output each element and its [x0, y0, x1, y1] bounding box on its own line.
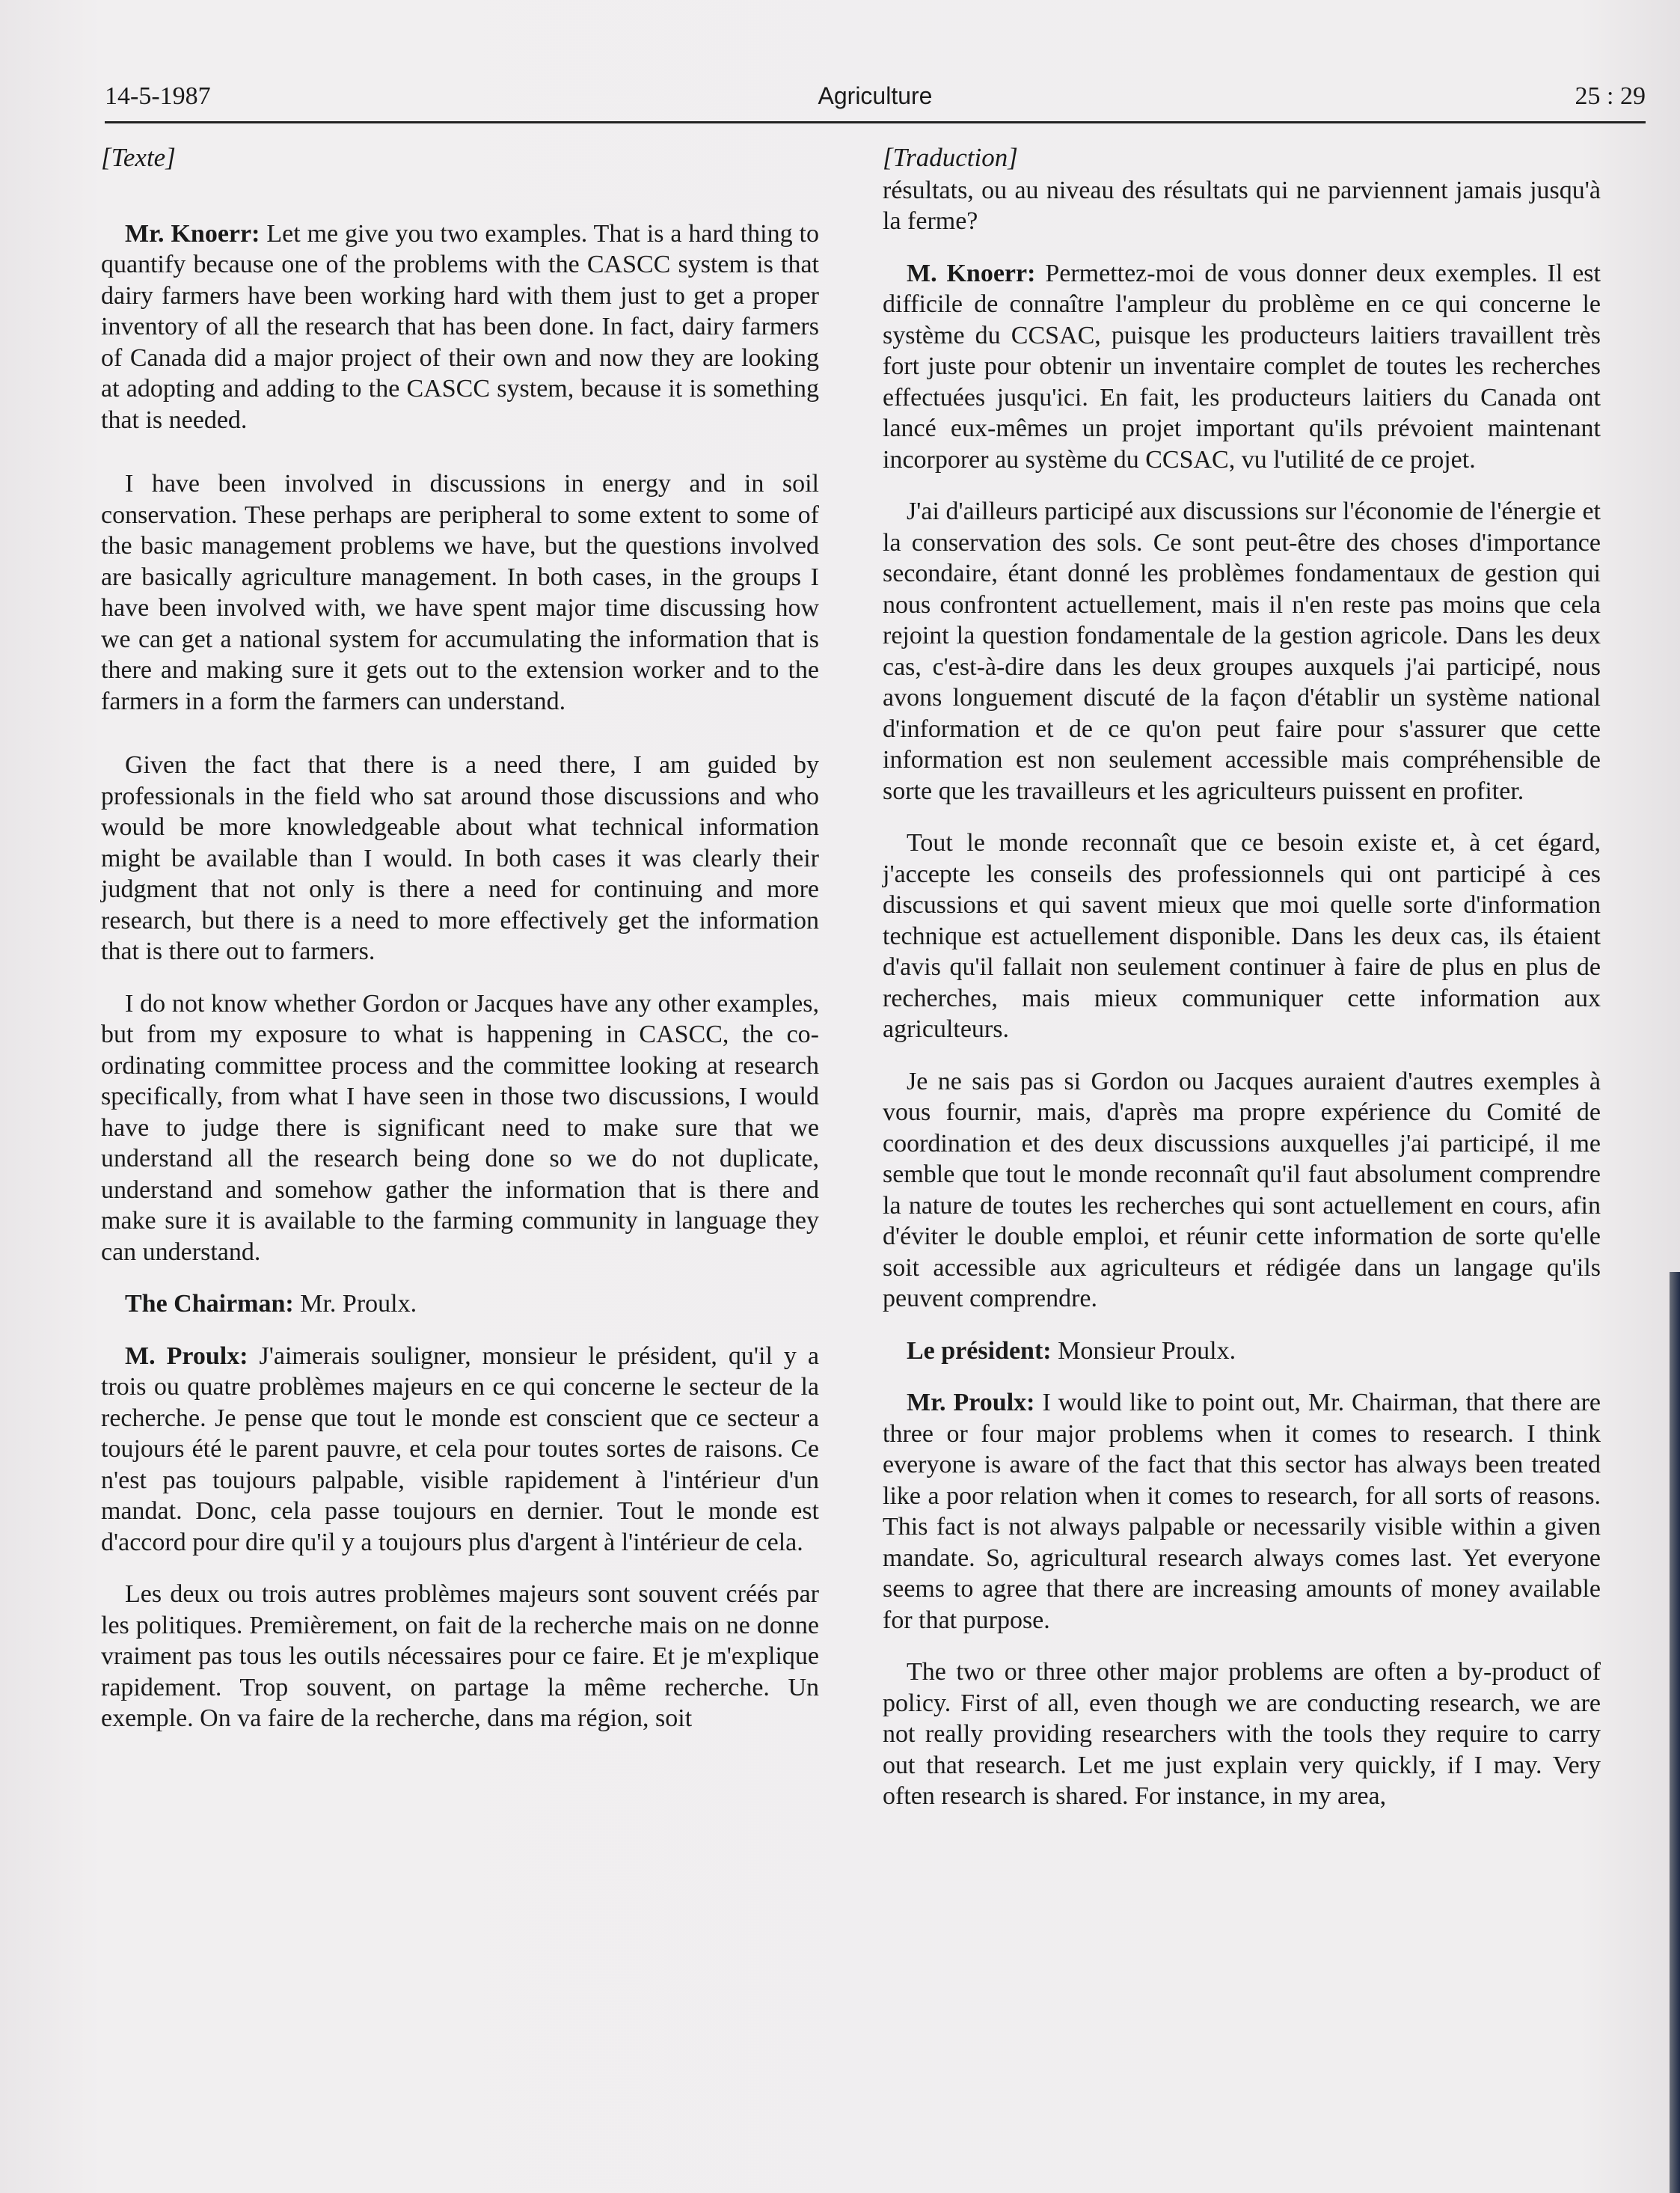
paragraph-text: Given the fact that there is a need there, I am guided by professionals in the field who sat around those discussions and who would be more knowledgeable about what technical information might be available than I would. In both cases it was clearly their judgment that not only is there a need for continuing and more research, but there is a need to more effectively get the information that is there out to farmers. [101, 751, 819, 965]
right-column [883, 142, 1601, 1833]
paragraph-text: Tout le monde reconnaît que ce besoin existe et, à cet égard, j'accepte les conseils des professionnels qui ont participé à ces discussions et qui savent mieux que moi quelle sorte d'information technique est actuellement disponible. Dans les deux cas, ils étaient d'avis qu'il fallait non seulement continuer à faire de plus en plus de recherches, mais mieux communiquer cette information aux agriculteurs. [883, 829, 1601, 1043]
header-page-number: 25 : 29 [1575, 82, 1646, 110]
paragraph-text: I do not know whether Gordon or Jacques have any other examples, but from my exposure to what is happening in CASCC, the co-ordinating committee process and the committee looking at research specifically, from what I have seen in those two discussions, I would have to judge there is significant need to make sure that we understand all the research being done so we do not duplicate, understand and somehow gather the information that is there and make sure it is available to the farming community in language they can understand. [101, 989, 819, 1266]
speaker-name: M. Knoerr: [907, 259, 1036, 287]
paragraph-text: Mr. Proulx. [293, 1290, 417, 1318]
paragraph-text: J'aimerais souligner, monsieur le président, qu'il y a trois ou quatre problèmes majeurs en ce qui concerne le secteur de la recherche. Je pense que tout le monde est conscient que ce secteur a toujours été le parent pauvre, et cela pour toutes sortes de raisons. Ce n'est pas toujours palpable, visible rapidement à l'intérieur d'un mandat. Donc, cela passe toujours en dernier. Tout le monde est d'accord pour dire qu'il y a toujours plus d'argent à l'intérieur de cela. [101, 1342, 819, 1556]
paragraph [883, 828, 1601, 1045]
paragraph-text: résultats, ou au niveau des résultats qui ne parviennent jamais jusqu'à la ferme? [883, 176, 1601, 235]
speaker-name: Mr. Knoerr: [125, 219, 260, 248]
paragraph-text: Let me give you two examples. That is a hard thing to quantify because one of the problems with the CASCC system is that dairy farmers have been working hard with them just to get a proper inventory of all the research that has been done. In fact, dairy farmers of Canada did a major project of their own and now they are looking at adopting and adding to the CASCC system, because it is something that is needed. [101, 219, 819, 434]
language-tag-left: [Texte] [101, 143, 176, 172]
header-rule [105, 121, 1646, 123]
paragraph-text: I would like to point out, Mr. Chairman, that there are three or four major problems when it comes to research. I think everyone is aware of the fact that this sector has always been treated like a poor relation when it comes to research, for all sorts of reasons. This fact is not always palpable or necessarily visible within a given mandate. So, agricultural research always comes last. Yet everyone seems to agree that there are increasing amounts of money available for that purpose. [883, 1389, 1601, 1634]
paragraph [101, 218, 819, 436]
paragraph-text: Les deux ou trois autres problèmes majeurs sont souvent créés par les politiques. Premièrement, on fait de la recherche mais on ne donne vraiment pas tous les outils nécessaires pour ce faire. Et je m'explique rapidement. Trop souvent, on partage la même recherche. Un exemple. On va faire de la recherche, dans ma région, soit [101, 1580, 819, 1732]
paragraph-text: I have been involved in discussions in energy and in soil conservation. These perhaps are peripheral to some extent to some of the basic management problems we have, but the questions involved are basically agriculture management. In both cases, in the groups I have been involved with, we have spent major time discussing how we can get a national system for accumulating the information that is there and making sure it gets out to the extension worker and to the farmers in a form the farmers can understand. [101, 470, 819, 715]
paragraph [101, 1288, 819, 1320]
speaker-name: Le président: [907, 1336, 1052, 1365]
speaker-name: The Chairman: [125, 1290, 294, 1318]
left-column [101, 142, 819, 1755]
paragraph [101, 468, 819, 717]
speaker-name: M. Proulx: [125, 1342, 248, 1370]
paragraph [883, 1336, 1601, 1367]
book-spine-edge [1670, 1272, 1680, 2193]
paragraph [883, 258, 1601, 476]
speaker-name: Mr. Proulx: [907, 1389, 1035, 1416]
paragraph-text: J'ai d'ailleurs participé aux discussions sur l'économie de l'énergie et la conservation des sols. Ce sont peut-être des choses d'importance secondaire, étant donné les problèmes fondamentaux de gestion qui nous confrontent actuellement, mais il n'en reste pas moins que cela rejoint la question fondamentale de la gestion agricole. Dans les deux cas, c'est-à-dire dans les deux groupes auxquels j'ai participé, nous avons longuement discuté de la façon d'établir un système national d'information et de ce qu'on peut faire pour s'assurer que cette information est non seulement accessible mais compréhensible de sorte que les travailleurs et les agriculteurs puissent en profiter. [883, 498, 1601, 805]
paragraph [883, 1657, 1601, 1812]
paragraph-text: Monsieur Proulx. [1051, 1336, 1236, 1365]
paragraph [101, 750, 819, 967]
paragraph [883, 1387, 1601, 1636]
paragraph [883, 1066, 1601, 1315]
running-head [105, 82, 1646, 120]
paragraph [101, 1579, 819, 1734]
paragraph-text: The two or three other major problems are often a by-product of policy. First of all, even though we are conducting research, we are not really providing researchers with the tools they require to carry out that research. Let me just explain very quickly, if I may. Very often research is shared. For instance, in my area, [883, 1658, 1601, 1810]
paragraph-text: Permettez-moi de vous donner deux exemples. Il est difficile de connaître l'ampleur du problème en ce qui concerne le système du CCSAC, puisque les producteurs laitiers travaillent très fort juste pour obtenir un inventaire complet de toutes les recherches effectuées jusqu'ici. En fait, les producteurs laitiers du Canada ont lancé eux-mêmes un projet important qu'ils prévoient maintenant incorporer au système du CCSAC, vu l'utilité de ce projet. [883, 259, 1601, 474]
paragraph-text: Je ne sais pas si Gordon ou Jacques auraient d'autres exemples à vous fournir, mais, d'après ma propre expérience du Comité de coordination et des deux discussions auxquelles j'ai participé, il me semble que tout le monde reconnaît qu'il faut absolument comprendre la nature de toutes les recherches qui sont actuellement en cours, afin d'éviter le double emploi, et réunir cette information de sorte qu'elle soit accessible aux agriculteurs et rédigée dans un langage qu'ils peuvent comprendre. [883, 1067, 1601, 1312]
paragraph [101, 1341, 819, 1559]
paragraph [101, 988, 819, 1268]
paragraph [883, 496, 1601, 807]
language-tag-right: [Traduction] [883, 143, 1018, 172]
paragraph [883, 175, 1601, 237]
header-date: 14-5-1987 [105, 82, 211, 110]
header-section-title: Agriculture [818, 82, 933, 109]
